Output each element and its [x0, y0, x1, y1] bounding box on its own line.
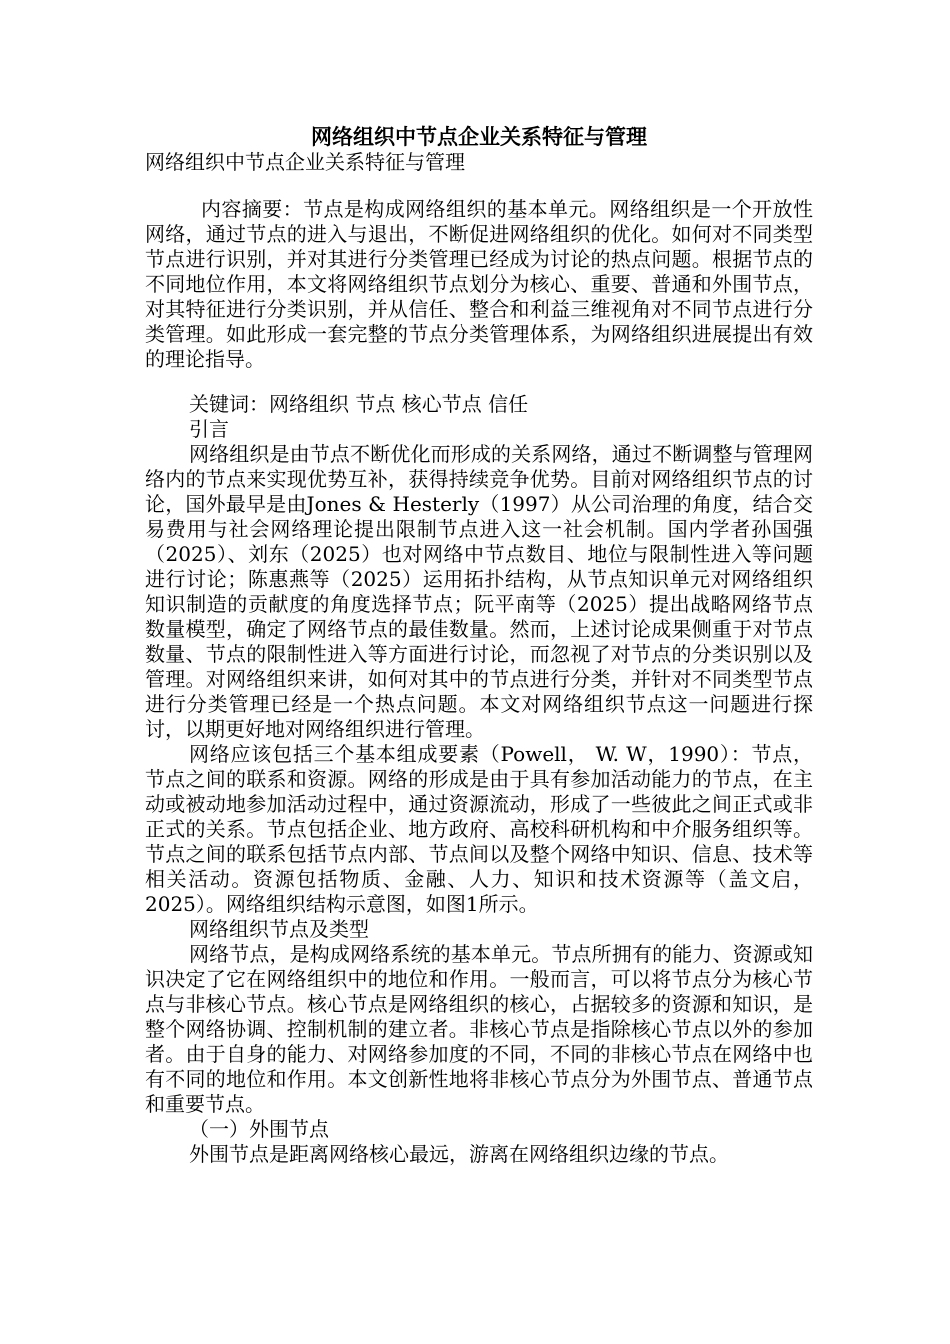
keywords-line: 关键词：网络组织 节点 核心节点 信任: [189, 392, 529, 416]
intro-heading: 引言: [189, 417, 229, 441]
subsection-heading: （一）外围节点: [189, 1117, 329, 1141]
subsection-paragraph-1: 外围节点是距离网络核心最远，游离在网络组织边缘的节点。: [189, 1142, 729, 1166]
intro-paragraph-1: 网络组织是由节点不断优化而形成的关系网络，通过不断调整与管理网络内的节点来实现优势互补，获得持续竞争优势。目前对网络组织节点的讨论，国外最早是由Jones & Hesterly（1997）从公司治理的角度，结合交易费用与社会网络理论提出限制节点进入这一社会机制。国内学者孙国强（2025）、刘东（2025）也对网络中节点数目、地位与限制性进入等问题进行讨论；陈惠燕等（2025）运用拓扑结构，从节点知识单元对网络组织知识制造的贡献度的角度选择节点；阮平南等（2025）提出战略网络节点数量模型，确定了网络节点的最佳数量。然而，上述讨论成果侧重于对节点数量、节点的限制性进入等方面进行讨论，而忽视了对节点的分类识别以及管理。对网络组织来讲，如何对其中的节点进行分类，并针对不同类型节点进行分类管理已经是一个热点问题。本文对网络组织节点这一问题进行探讨，以期更好地对网络组织进行管理。: [145, 442, 813, 741]
document-page: [145, 124, 813, 1167]
document-title: 网络组织中节点企业关系特征与管理: [311, 124, 647, 149]
abstract-paragraph: 内容摘要：节点是构成网络组织的基本单元。网络组织是一个开放性网络，通过节点的进入与退出，不断促进网络组织的优化。如何对不同类型节点进行识别，并对其进行分类管理已经成为讨论的热点问题。根据节点的不同地位作用，本文将网络组织节点划分为核心、重要、普通和外围节点，对其特征进行分类识别，并从信任、整合和利益三维视角对不同节点进行分类管理。如此形成一套完整的节点分类管理体系，为网络组织进展提出有效的理论指导。: [145, 197, 813, 371]
intro-paragraph-2: 网络应该包括三个基本组成要素（Powell， W. W，1990）：节点，节点之间的联系和资源。网络的形成是由于具有参加活动能力的节点，在主动或被动地参加活动过程中，通过资源流动，形成了一些彼此之间正式或非正式的关系。节点包括企业、地方政府、高校科研机构和中介服务组织等。节点之间的联系包括节点内部、节点间以及整个网络中知识、信息、技术等相关活动。资源包括物质、金融、人力、知识和技术资源等（盖文启，2025）。网络组织结构示意图，如图1所示。: [145, 742, 813, 916]
section-paragraph-1: 网络节点，是构成网络系统的基本单元。节点所拥有的能力、资源或知识决定了它在网络组织中的地位和作用。一般而言，可以将节点分为核心节点与非核心节点。核心节点是网络组织的核心，占据较多的资源和知识，是整个网络协调、控制机制的建立者。非核心节点是指除核心节点以外的参加者。由于自身的能力、对网络参加度的不同，不同的非核心节点在网络中也有不同的地位和作用。本文创新性地将非核心节点分为外围节点、普通节点和重要节点。: [145, 942, 813, 1116]
document-subtitle: 网络组织中节点企业关系特征与管理: [145, 150, 465, 174]
section-heading: 网络组织节点及类型: [189, 917, 369, 941]
